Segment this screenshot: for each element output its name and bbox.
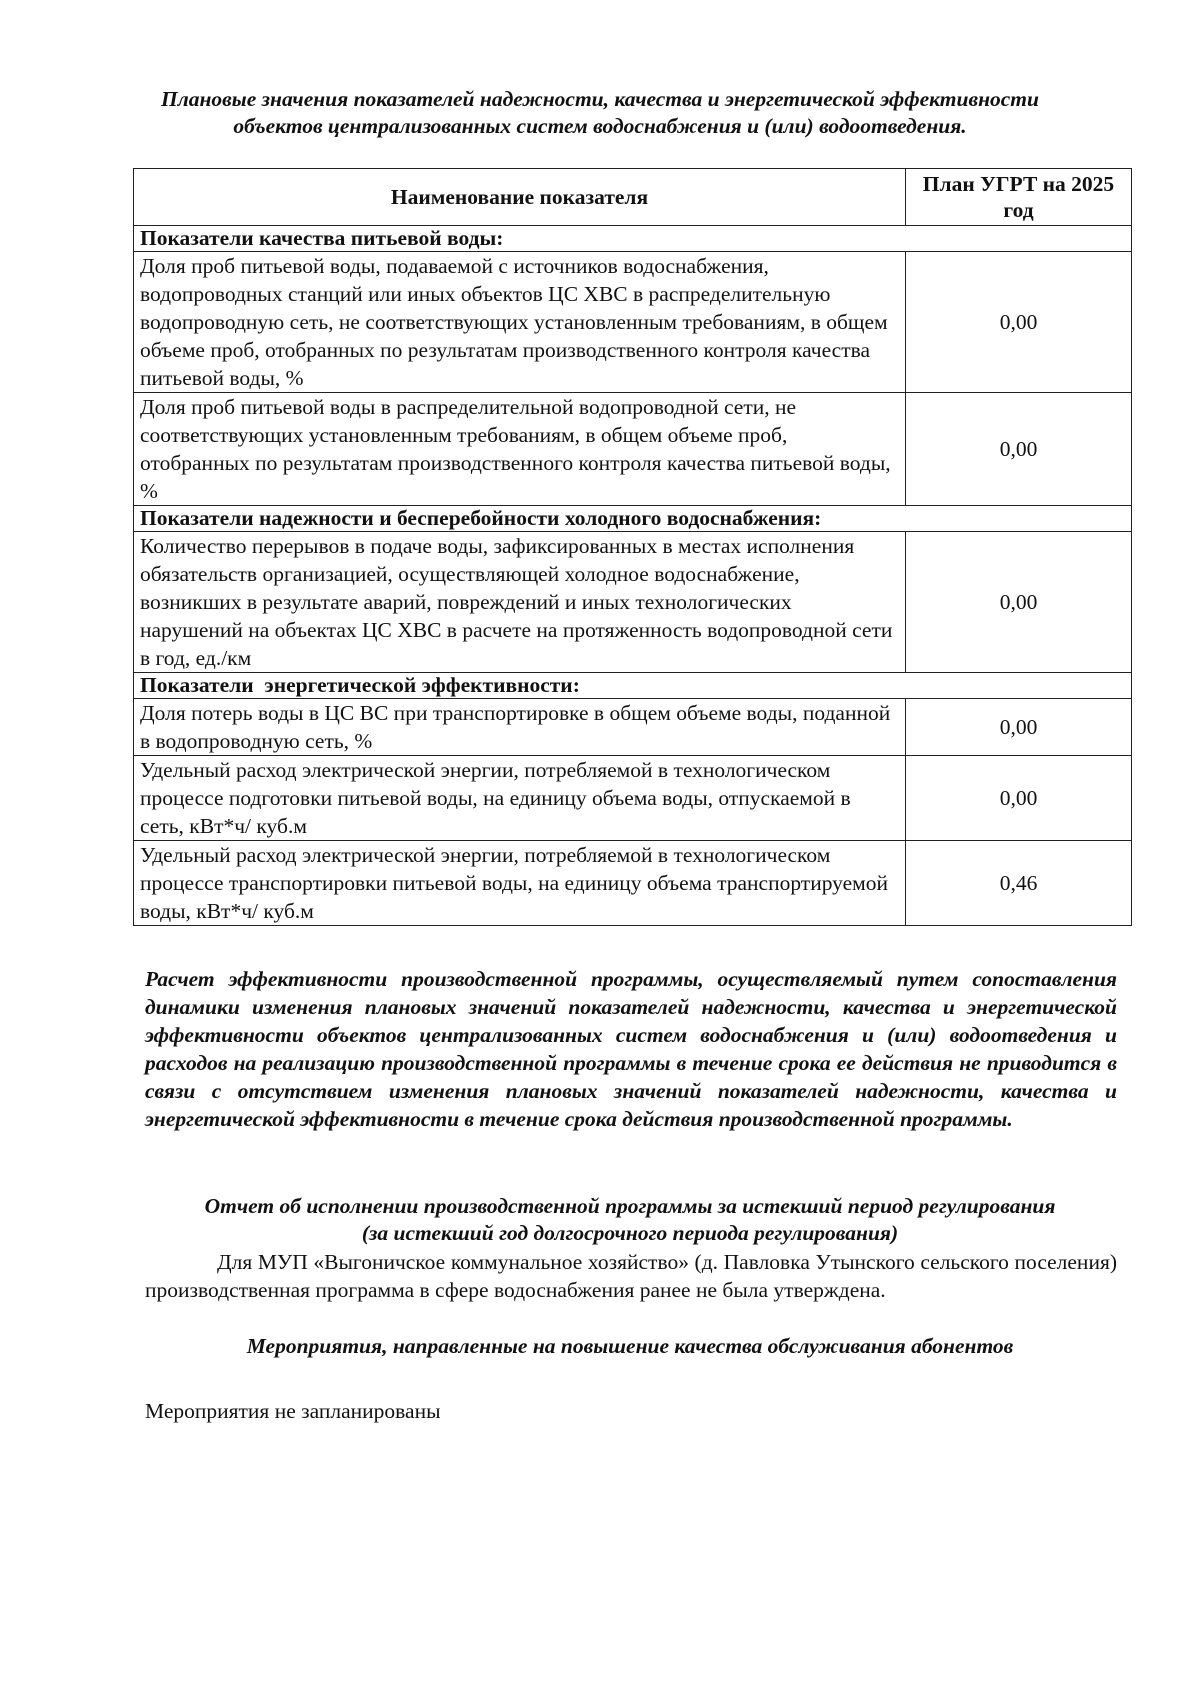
- indicators-table: [133, 168, 1132, 926]
- report-heading: [140, 1193, 1120, 1247]
- measures-heading: Мероприятия, направленные на повышение качества обслуживания абонентов: [246, 1334, 1014, 1358]
- indicator-value: 0,00: [906, 532, 1132, 673]
- indicator-name: Доля проб питьевой воды в распределительной водопроводной сети, не соответствующих установленным требованиям, в общем объеме проб, отобранных по результатам производственного контроля качества питьевой воды, %: [134, 393, 906, 506]
- indicator-name: Удельный расход электрической энергии, потребляемой в технологическом процессе транспортировки питьевой воды, на единицу объема транспортируемой воды, кВт*ч/ куб.м: [134, 841, 906, 926]
- table-row: [134, 699, 1132, 756]
- column-header-plan: План УГРТ на 2025 год: [906, 169, 1132, 226]
- indicator-name: Доля потерь воды в ЦС ВС при транспортировке в общем объеме воды, поданной в водопроводную сеть, %: [134, 699, 906, 756]
- section-row-energy: [134, 673, 1132, 699]
- page-title: Плановые значения показателей надежности, качества и энергетической эффективности объектов централизованных систем водоснабжения и (или) водоотведения.: [160, 87, 1039, 138]
- table-row: [134, 841, 1132, 926]
- section-title: Показатели качества питьевой воды:: [134, 226, 1132, 252]
- indicator-value: 0,00: [906, 393, 1132, 506]
- measures-text: Мероприятия не запланированы: [145, 1399, 441, 1423]
- indicator-name: Количество перерывов в подаче воды, зафиксированных в местах исполнения обязательств организацией, осуществляющей холодное водоснабжение, возникших в результате аварий, повреждений и иных технологических нарушений на объектах ЦС ХВС в расчете на протяженность водопроводной сети в год, ед./км: [134, 532, 906, 673]
- indicator-value: 0,00: [906, 756, 1132, 841]
- table-row: [134, 756, 1132, 841]
- column-header-name: Наименование показателя: [134, 169, 906, 226]
- table-row: [134, 252, 1132, 393]
- indicator-value: 0,46: [906, 841, 1132, 926]
- section-title: Показатели энергетической эффективности:: [134, 673, 1132, 699]
- indicator-value: 0,00: [906, 252, 1132, 393]
- report-heading-line2: (за истекший год долгосрочного периода регулирования): [361, 1221, 899, 1245]
- section-row-quality: [134, 226, 1132, 252]
- efficiency-paragraph: Расчет эффективности производственной программы, осуществляемый путем сопоставления динамики изменения плановых значений показателей надежности, качества и энергетической эффективности объектов централизованных систем водоснабжения и (или) водоотведения и расходов на реализацию производственной программы в течение срока ее действия не приводится в связи с отсутствием изменения плановых значений показателей надежности, качества и энергетической эффективности в течение срока действия производственной программы.: [145, 967, 1117, 1131]
- section-row-reliability: [134, 506, 1132, 532]
- table-row: [134, 532, 1132, 673]
- table-row: [134, 393, 1132, 506]
- report-heading-line1: Отчет об исполнении производственной программы за истекший период регулирования: [204, 1194, 1056, 1218]
- report-text: Для МУП «Выгоничское коммунальное хозяйство» (д. Павловка Утынского сельского поселения) производственная программа в сфере водоснабжения ранее не была утверждена.: [145, 1250, 1117, 1302]
- table-header-row: [134, 169, 1132, 226]
- indicator-value: 0,00: [906, 699, 1132, 756]
- indicator-name: Удельный расход электрической энергии, потребляемой в технологическом процессе подготовки питьевой воды, на единицу объема воды, отпускаемой в сеть, кВт*ч/ куб.м: [134, 756, 906, 841]
- indicator-name: Доля проб питьевой воды, подаваемой с источников водоснабжения, водопроводных станций или иных объектов ЦС ХВС в распределительную водопроводную сеть, не соответствующих установленным требованиям, в общем объеме проб, отобранных по результатам производственного контроля качества питьевой воды, %: [134, 252, 906, 393]
- section-title: Показатели надежности и бесперебойности холодного водоснабжения:: [134, 506, 1132, 532]
